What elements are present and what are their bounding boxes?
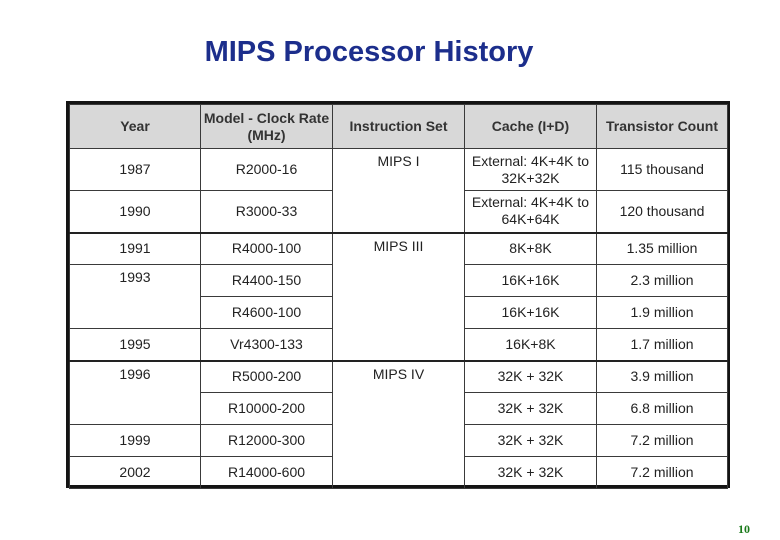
- cell-year: 1990: [70, 191, 201, 233]
- header-transistor-count: Transistor Count: [597, 105, 728, 149]
- cell-model: R5000-200: [201, 361, 333, 393]
- table-row: [70, 149, 728, 191]
- cell-year: 1991: [70, 233, 201, 265]
- cell-transistors: 2.3 million: [597, 265, 728, 297]
- cell-transistors: 7.2 million: [597, 425, 728, 457]
- processor-history-table: [69, 104, 727, 485]
- cell-cache: 32K + 32K: [465, 361, 597, 393]
- header-year: Year: [70, 105, 201, 149]
- cell-transistors: 7.2 million: [597, 457, 728, 489]
- cell-transistors: 6.8 million: [597, 393, 728, 425]
- table-row: [70, 361, 728, 393]
- table-frame: [66, 101, 730, 488]
- cell-model: R4600-100: [201, 297, 333, 329]
- cell-cache: External: 4K+4K to 64K+64K: [465, 191, 597, 233]
- table-header-row: [70, 105, 728, 149]
- header-instruction-set: Instruction Set: [333, 105, 465, 149]
- page-title: MIPS Processor History: [204, 36, 534, 68]
- cell-model: R3000-33: [201, 191, 333, 233]
- cell-cache: 16K+16K: [465, 297, 597, 329]
- cell-cache: 32K + 32K: [465, 425, 597, 457]
- cell-model: R14000-600: [201, 457, 333, 489]
- cell-model: R4400-150: [201, 265, 333, 297]
- cell-cache: 16K+8K: [465, 329, 597, 361]
- cell-transistors: 1.7 million: [597, 329, 728, 361]
- cell-transistors: 1.35 million: [597, 233, 728, 265]
- cell-transistors: 120 thousand: [597, 191, 728, 233]
- cell-model: R12000-300: [201, 425, 333, 457]
- cell-model: Vr4300-133: [201, 329, 333, 361]
- cell-cache: 32K + 32K: [465, 393, 597, 425]
- cell-year: 1995: [70, 329, 201, 361]
- cell-cache: External: 4K+4K to 32K+32K: [465, 149, 597, 191]
- cell-instruction-set: MIPS III: [333, 233, 465, 361]
- cell-model: R4000-100: [201, 233, 333, 265]
- cell-instruction-set: MIPS IV: [333, 361, 465, 489]
- cell-transistors: 3.9 million: [597, 361, 728, 393]
- page-number: 10: [738, 522, 750, 536]
- cell-year: 1987: [70, 149, 201, 191]
- cell-transistors: 1.9 million: [597, 297, 728, 329]
- cell-cache: 16K+16K: [465, 265, 597, 297]
- header-model: Model - Clock Rate (MHz): [201, 105, 333, 149]
- cell-year: 1999: [70, 425, 201, 457]
- cell-year: 1996: [70, 361, 201, 425]
- cell-cache: 8K+8K: [465, 233, 597, 265]
- cell-transistors: 115 thousand: [597, 149, 728, 191]
- cell-model: R2000-16: [201, 149, 333, 191]
- cell-instruction-set: MIPS I: [333, 149, 465, 233]
- header-cache: Cache (I+D): [465, 105, 597, 149]
- cell-model: R10000-200: [201, 393, 333, 425]
- table-row: [70, 233, 728, 265]
- cell-year: 2002: [70, 457, 201, 489]
- cell-cache: 32K + 32K: [465, 457, 597, 489]
- cell-year: 1993: [70, 265, 201, 329]
